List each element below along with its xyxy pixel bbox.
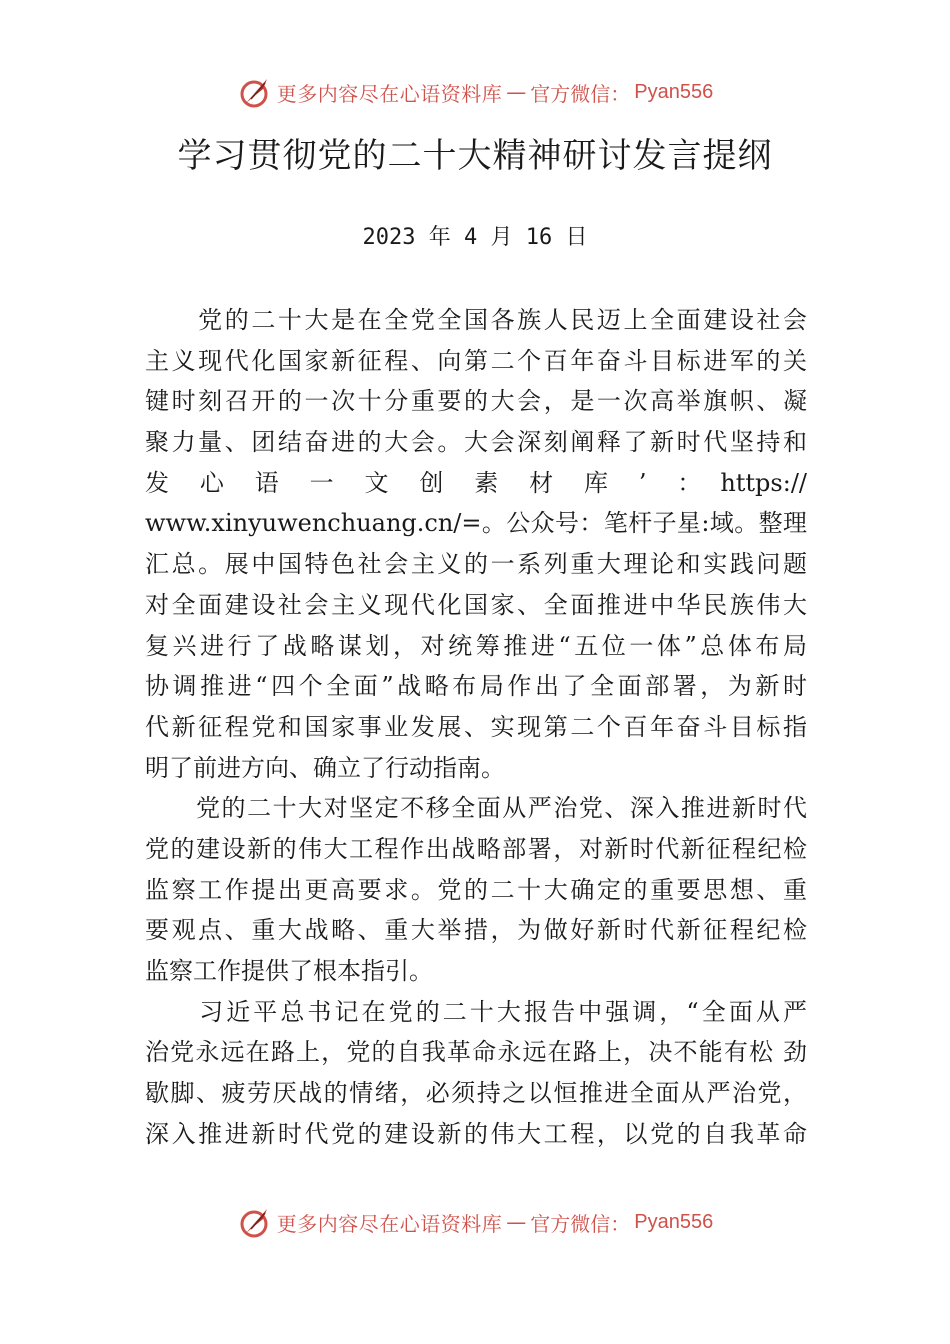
body-line: 代新征程党和国家事业发展、实现第二个百年奋斗目标指 [145,712,807,741]
body-line: 监察工作提供了根本指引。 [145,957,433,985]
document-date: 2023 年 4 月 16 日 [362,225,588,250]
body-line: 党的建设新的伟大工程作出战略部署，对新时代新征程纪检 [145,834,807,863]
banner-separator: — [506,1210,527,1234]
body-line: 歇脚、疲劳厌战的情绪，必须持之以恒推进全面从严治党， [145,1079,807,1108]
banner-brand-text: 更多内容尽在心语资料库 [276,1211,503,1236]
body-line: 深入推进新时代党的建设新的伟大工程，以党的自我革命 [145,1119,807,1148]
banner-wechat-label: 官方微信： [530,1211,631,1236]
banner-separator: — [506,80,527,104]
body-line: www.xinyuwenchuang.cn/=。公众号：笔杆子星:域。整理 [145,509,807,538]
footer-watermark-banner [0,1202,950,1242]
body-line: 党的二十大是在全党全国各族人民迈上全面建设社会 [145,306,807,334]
document-title: 学习贯彻党的二十大精神研讨发言提纲 [177,136,773,176]
banner-wechat-id: Pyan556 [634,1210,714,1233]
banner-brand-text: 更多内容尽在心语资料库 [276,81,503,106]
body-line: 习近平总书记在党的二十大报告中强调，“全面从严 [145,997,807,1026]
quill-logo-icon [237,1205,271,1239]
document-body [145,300,807,1154]
banner-wechat-id: Pyan556 [634,80,714,103]
header-watermark-banner [0,72,950,112]
body-line: 要观点、重大战略、重大举措，为做好新时代新征程纪检 [145,916,807,945]
body-line: 对全面建设社会主义现代化国家、全面推进中华民族伟大 [145,590,807,619]
body-line: 汇总。展中国特色社会主义的一系列重大理论和实践问题 [145,550,807,579]
body-line: 监察工作提出更高要求。党的二十大确定的重要思想、重 [145,875,807,904]
quill-logo-icon [237,75,271,109]
body-line: 明了前进方向、确立了行动指南。 [145,753,505,782]
body-line: 复兴进行了战略谋划，对统筹推进“五位一体”总体布局 [145,631,807,660]
banner-wechat-label: 官方微信： [530,81,631,106]
body-line: 党的二十大对坚定不移全面从严治党、深入推进新时代 [145,794,807,823]
body-line: 协调推进“四个全面”战略布局作出了全面部署，为新时 [145,672,807,701]
body-line: 发 心 语 一 文 创 素 材 库 ’ ： https:// [145,468,807,497]
body-line: 治党永远在路上，党的自我革命永远在路上，决不能有松 劲 [145,1038,807,1067]
body-line: 主义现代化国家新征程、向第二个百年奋斗目标进军的关 [145,346,807,375]
body-line: 聚力量、团结奋进的大会。大会深刻阐释了新时代坚持和 [145,428,807,457]
body-line: 键时刻召开的一次十分重要的大会，是一次高举旗帜、凝 [145,387,807,416]
